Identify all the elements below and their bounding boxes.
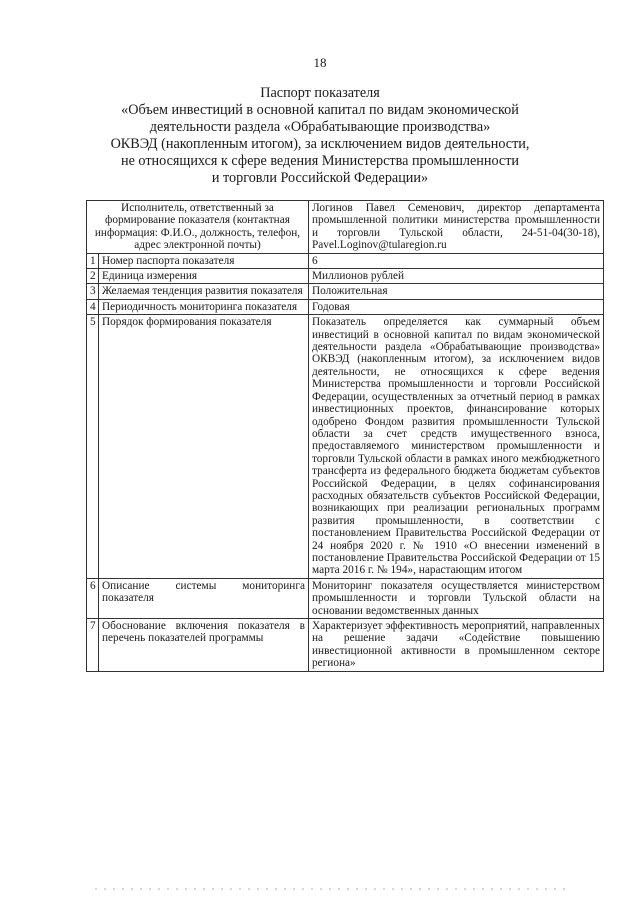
executor-label: Исполнитель, ответственный за формирование показателя (контактная информация: Ф.И.О., должность, телефон, адрес электронной почты) <box>87 201 309 254</box>
row-label: Порядок формирования показателя <box>99 315 309 579</box>
passport-table <box>86 200 604 672</box>
row-number: 1 <box>87 253 99 268</box>
row-number: 7 <box>87 619 99 672</box>
row-label: Обоснование включения показателя в перечень показателей программы <box>99 619 309 672</box>
page-number: 18 <box>313 55 327 70</box>
row-number: 4 <box>87 299 99 314</box>
row-value: Показатель определяется как суммарный объем инвестиций в основной капитал по видам экономической деятельности раздела «Обрабатывающие производства» ОКВЭД (накопленным итогом), за исключением видов деятельности, не относящихся к сфере ведения Министерства промышленности и торговли Российской Федерации, осуществленных за отчетный период в рамках инвестиционных проектов, финансирование которых одобрено Фондом развития промышленности Тульской области за счет средств имущественного взноса, предоставляемого министерством промышленности и торговли Тульской области в рамках иного межбюджетного трансферта из федерального бюджета бюджетам субъектов Российской Федерации, в целях софинансирования расходных обязательств субъектов Российской Федерации, возникающих при реализации региональных программ развития промышленности, в соответствии с постановлением Правительства Российской Федерации от 24 ноября 2020 г. № 1910 «О внесении изменений в постановление Правительства Российской Федерации от 15 марта 2016 г. № 194», нарастающим итогом <box>309 315 604 579</box>
title-line: Паспорт показателя <box>260 85 380 101</box>
table-row <box>87 315 604 579</box>
title-line: и торговли Российской Федерации» <box>211 170 429 186</box>
row-number: 5 <box>87 315 99 579</box>
row-label: Номер паспорта показателя <box>99 253 309 268</box>
table-row <box>87 299 604 314</box>
table-row <box>87 284 604 299</box>
row-label: Единица измерения <box>99 269 309 284</box>
title-line: не относящихся к сфере ведения Министерства промышленности <box>121 153 519 169</box>
table-row <box>87 253 604 268</box>
table-row <box>87 619 604 672</box>
title-line: деятельности раздела «Обрабатывающие производства» <box>149 119 491 135</box>
row-value: Характеризует эффективность мероприятий, направленных на решение задачи «Содействие повышению инвестиционной активности в промышленном секторе региона» <box>309 619 604 672</box>
table-row-header <box>87 201 604 254</box>
row-value: 6 <box>309 253 604 268</box>
table-row <box>87 269 604 284</box>
row-value: Положительная <box>309 284 604 299</box>
scan-artifact <box>95 888 565 890</box>
document-title <box>90 85 550 187</box>
row-value: Мониторинг показателя осуществляется министерством промышленности и торговли Тульской области на основании ведомственных данных <box>309 578 604 618</box>
table-row <box>87 578 604 618</box>
row-number: 2 <box>87 269 99 284</box>
title-line: ОКВЭД (накопленным итогом), за исключением видов деятельности, <box>110 136 530 152</box>
row-number: 3 <box>87 284 99 299</box>
row-label: Периодичность мониторинга показателя <box>99 299 309 314</box>
row-number: 6 <box>87 578 99 618</box>
executor-value: Логинов Павел Семенович, директор департамента промышленной политики министерства промышленности и торговли Тульской области, 24-51-04(30-18), Pavel.Loginov@tularegion.ru <box>309 201 604 254</box>
row-label: Описание системы мониторинга показателя <box>99 578 309 618</box>
row-value: Миллионов рублей <box>309 269 604 284</box>
row-value: Годовая <box>309 299 604 314</box>
title-line: «Объем инвестиций в основной капитал по видам экономической <box>121 102 519 118</box>
row-label: Желаемая тенденция развития показателя <box>99 284 309 299</box>
